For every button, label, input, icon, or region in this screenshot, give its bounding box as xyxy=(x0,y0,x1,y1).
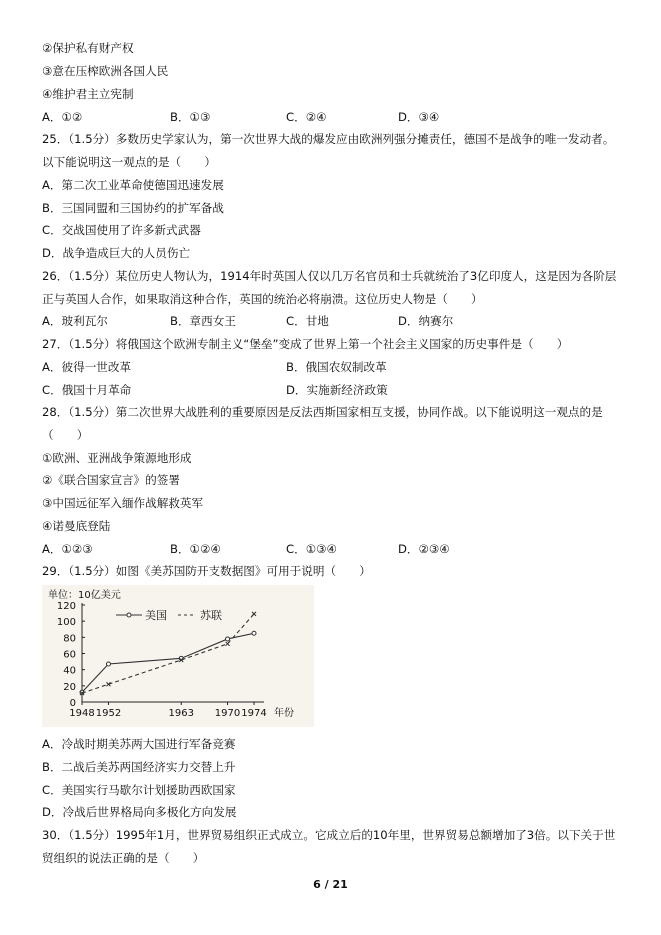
q29-option-c: C．美国实行马歇尔计划援助西欧国家 xyxy=(42,783,236,797)
legend-us-marker xyxy=(127,613,131,617)
y-tick-label: 80 xyxy=(63,633,76,645)
q25-stem: 25．（1.5分）多数历史学家认为，第一次世界大战的爆发应由欧洲列强分摊责任，德国不是战争的唯一发动者。 xyxy=(42,132,615,146)
series-layer xyxy=(80,612,256,695)
q24-statement-2: ②保护私有财产权 xyxy=(42,41,134,55)
data-point-us xyxy=(226,637,230,641)
x-tick-label: 1952 xyxy=(95,708,122,719)
q27-stem: 27．（1.5分）将俄国这个欧洲专制主义“堡垒”变成了世界上第一个社会主义国家的历史事件是（ ） xyxy=(42,337,569,351)
q27-option-c: C．俄国十月革命 xyxy=(42,383,132,397)
y-tick-label: 40 xyxy=(63,665,76,677)
q24-statement-4: ④维护君主立宪制 xyxy=(42,87,134,101)
q25-option-b: B．三国同盟和三国协约的扩军备战 xyxy=(42,201,224,215)
q30-stem: 30．（1.5分）1995年1月，世界贸易组织正式成立。它成立后的10年里，世界贸易总额增加了3倍。以下关于世 xyxy=(42,828,616,842)
x-tick-label: 1970 xyxy=(214,708,241,719)
q26-option-c: C．甘地 xyxy=(286,314,329,328)
data-point-us xyxy=(252,631,256,635)
q26-option-b: B．章西女王 xyxy=(170,314,236,328)
q29-option-b: B．二战后美苏两国经济实力交替上升 xyxy=(42,760,236,774)
x-tick-label: 1948 xyxy=(69,708,95,719)
q28-option-d: D．②③④ xyxy=(398,542,450,556)
q28-statement-1: ①欧洲、亚洲战争策源地形成 xyxy=(42,451,192,465)
q29-option-a: A．冷战时期美苏两大国进行军备竞赛 xyxy=(42,737,236,751)
y-tick-label: 0 xyxy=(69,698,76,709)
q24-option-c: C．②④ xyxy=(286,110,327,124)
q28-option-a: A．①②③ xyxy=(42,542,93,556)
q28-stem-cont: （ ） xyxy=(42,428,89,442)
q28-option-c: C．①③④ xyxy=(286,542,337,556)
q29-stem: 29．（1.5分）如图《美苏国防开支数据图》可用于说明（ ） xyxy=(42,564,371,578)
q24-option-b: B．①③ xyxy=(170,110,211,124)
q28-statement-2: ②《联合国家宣言》的签署 xyxy=(42,473,180,487)
y-tick-label: 120 xyxy=(56,601,76,612)
x-tick-label: 1963 xyxy=(168,708,194,719)
q26-stem: 26．（1.5分）某位历史人物认为，1914年时英国人仅以几万名官员和士兵就统治了3亿印度人，这是因为各阶层 xyxy=(42,269,617,283)
y-tick-label: 60 xyxy=(63,649,76,661)
data-point-us xyxy=(106,662,110,666)
q26-option-d: D．纳赛尔 xyxy=(398,314,454,328)
y-tick-label: 20 xyxy=(63,681,76,693)
q24-option-d: D．③④ xyxy=(398,110,440,124)
q27-option-a: A．彼得一世改革 xyxy=(42,360,132,374)
legend-ussr-label: 苏联 xyxy=(200,609,222,622)
chart-legend xyxy=(116,608,222,622)
y-tick-label: 100 xyxy=(56,617,76,629)
q30-stem-cont: 贸组织的说法正确的是（ ） xyxy=(42,851,205,865)
x-tick-labels xyxy=(69,702,266,719)
x-tick-label: 1974 xyxy=(241,708,267,719)
q29-option-d: D．冷战后世界格局向多极化方向发展 xyxy=(42,805,237,819)
page-number: 6 / 21 xyxy=(313,878,348,891)
q25-stem-cont: 以下能说明这一观点的是（ ） xyxy=(42,155,216,169)
q27-option-d: D．实施新经济政策 xyxy=(286,383,388,397)
q26-option-a: A．玻利瓦尔 xyxy=(42,314,108,328)
q28-option-b: B．①②④ xyxy=(170,542,221,556)
data-point-ussr xyxy=(226,642,230,646)
q28-stem: 28．（1.5分）第二次世界大战胜利的重要原因是反法西斯国家相互支援，协同作战。以下能说明这一观点的是 xyxy=(42,405,603,419)
q27-option-b: B．俄国农奴制改革 xyxy=(286,360,387,374)
q28-statement-3: ③中国远征军入缅作战解救英军 xyxy=(42,496,204,510)
chart-unit-label: 单位：10亿美元 xyxy=(48,590,121,601)
q24-option-a: A．①② xyxy=(42,110,83,124)
series-line-ussr xyxy=(82,614,254,693)
q28-statement-4: ④诺曼底登陆 xyxy=(42,519,111,533)
q26-stem-cont: 正与英国人合作，如果取消这种合作，英国的统治必将崩溃。这位历史人物是（ ） xyxy=(42,292,483,306)
q24-statement-3: ③意在压榨欧洲各国人民 xyxy=(42,64,169,78)
x-axis-label: 年份 xyxy=(274,708,294,719)
defense-spending-chart xyxy=(42,585,314,727)
q25-option-c: C．交战国使用了许多新式武器 xyxy=(42,223,201,237)
data-point-ussr xyxy=(252,612,256,616)
q25-option-a: A．第二次工业革命使德国迅速发展 xyxy=(42,178,224,192)
legend-us-label: 美国 xyxy=(145,609,167,622)
q25-option-d: D．战争造成巨大的人员伤亡 xyxy=(42,246,191,260)
